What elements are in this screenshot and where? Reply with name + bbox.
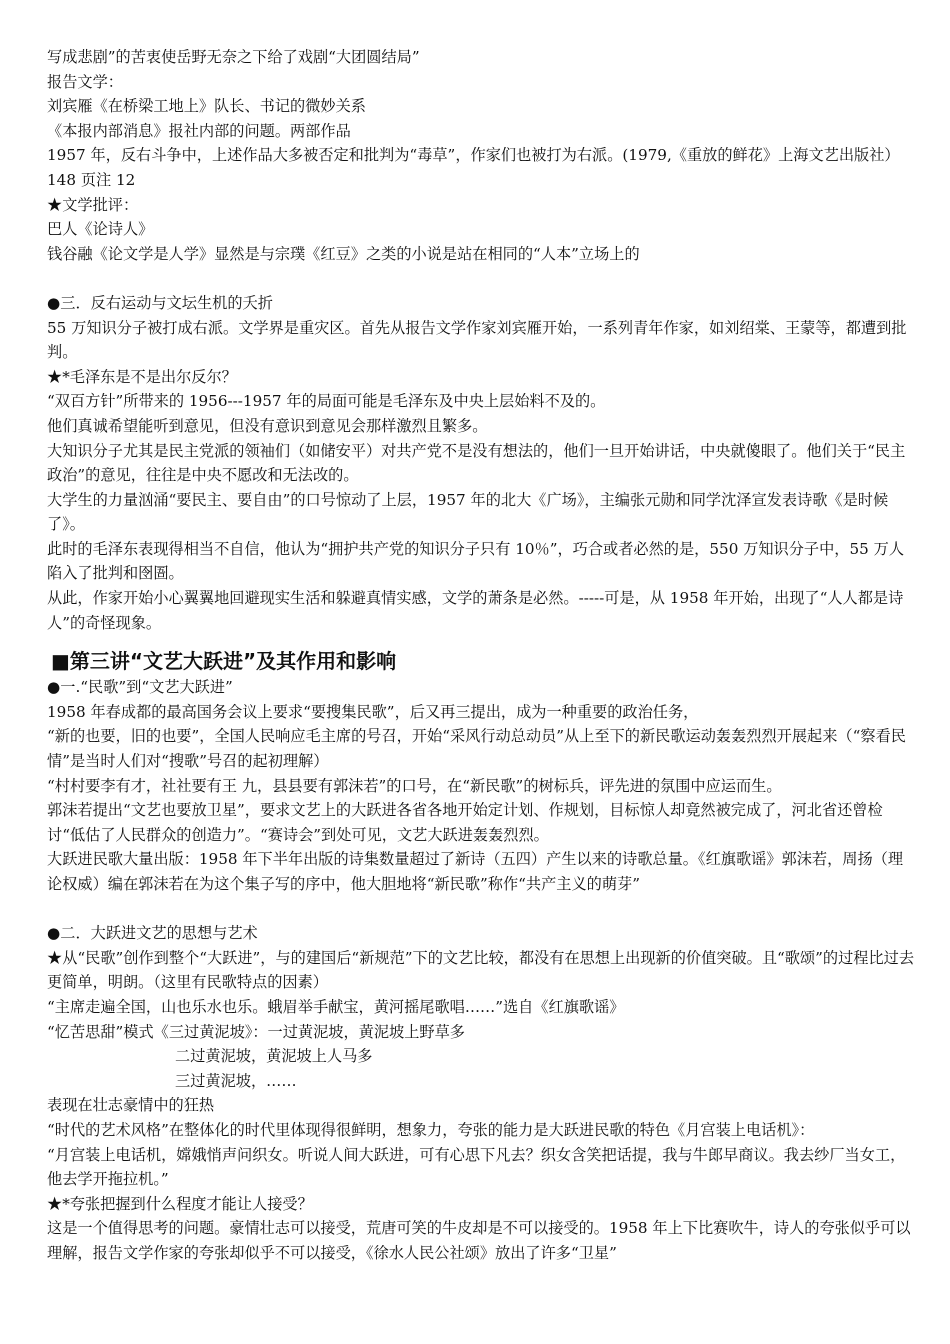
paragraph: 大知识分子尤其是民主党派的领袖们（如储安平）对共产党不是没有想法的，他们一旦开始讲话，中央就傻眼了。他们关于“民主政治”的意见，往往是中央不愿改和无法改的。: [47, 441, 906, 485]
paragraph: ★从“民歌”创作到整个“大跃进”，与的建国后“新规范”下的文艺比较，都没有在思想上出现新的价值突破。且“歌颂”的过程比过去更简单，明朗。（这里有民歌特点的因素）: [47, 948, 915, 992]
paragraph: 《本报内部消息》报社内部的问题。两部作品: [47, 121, 351, 140]
poem-line: 三过黄泥坡，……: [175, 1071, 297, 1090]
paragraph: 从此，作家开始小心翼翼地回避现实生活和躲避真情实感，文学的萧条是必然。-----可是，从 1958 年开始，出现了“人人都是诗人”的奇怪现象。: [47, 589, 904, 632]
paragraph: 巴人《论诗人》: [47, 220, 154, 239]
paragraph: ★*夸张把握到什么程度才能让人接受？: [47, 1194, 313, 1213]
paragraph: 写成悲剧”的苦衷使岳野无奈之下给了戏剧“大团圆结局”: [47, 48, 420, 66]
section-heading: ●二．大跃进文艺的思想与艺术: [47, 924, 258, 943]
paragraph: 报告文学：: [47, 72, 123, 91]
paragraph: 大跃进民歌大量出版：1958 年下半年出版的诗集数量超过了新诗（五四）产生以来的诗歌总量。《红旗歌谣》郭沫若，周扬（理论权威）编在郭沫若在为这个集子写的序中，他大胆地将“新民歌”称作“共产主义的萌芽”: [47, 850, 904, 893]
paragraph: 表现在壮志豪情中的狂热: [47, 1096, 215, 1115]
paragraph: ★*毛泽东是不是出尔反尔？: [47, 367, 237, 386]
paragraph: “忆苦思甜”模式《三过黄泥坡》：一过黄泥坡，黄泥坡上野草多: [47, 1022, 465, 1041]
paragraph: “时代的艺术风格”在整体化的时代里体现得很鲜明，想象力，夸张的能力是大跃进民歌的特色《月宫装上电话机》：: [47, 1120, 815, 1139]
poem-line: 二过黄泥坡，黄泥坡上人马多: [175, 1047, 373, 1066]
paragraph: ★文学批评：: [47, 195, 139, 214]
blank-line: [47, 897, 917, 922]
paragraph: “月宫装上电话机，嫦娥悄声问织女。听说人间大跃进，可有心思下凡去？织女含笑把话提，我与牛郎早商议。我去纱厂当女工，他去学开拖拉机。”: [47, 1145, 906, 1189]
paragraph: 1957 年，反右斗争中，上述作品大多被否定和批判为“毒草”，作家们也被打为右派。(1979,《重放的鲜花》上海文艺出版社）148 页注 12: [47, 146, 900, 189]
paragraph: 大学生的力量汹涌“要民主、要自由”的口号惊动了上层，1957 年的北大《广场》，主编张元勋和同学沈泽宣发表诗歌《是时候了》。: [47, 490, 889, 534]
paragraph: 钱谷融《论文学是人学》显然是与宗璞《红豆》之类的小说是站在相同的“人本”立场上的: [47, 244, 640, 263]
paragraph: “村村要李有才，社社要有王 九，县县要有郭沫若”的口号，在“新民歌”的树标兵，评先进的氛围中应运而生。: [47, 776, 782, 795]
paragraph: “新的也要，旧的也要”，全国人民响应毛主席的号召，开始“采风行动总动员”从上至下的新民歌运动轰轰烈烈开展起来（“察看民情”是当时人们对“搜歌”号召的起初理解）: [47, 727, 906, 771]
paragraph: 刘宾雁《在桥梁工地上》队长、书记的微妙关系: [47, 97, 366, 116]
lecture-title: ■第三讲“文艺大跃进”及其作用和影响: [51, 649, 397, 674]
paragraph: 他们真诚希望能听到意见，但没有意识到意见会那样激烈且繁多。: [47, 416, 488, 435]
paragraph: 此时的毛泽东表现得相当不自信，他认为“拥护共产党的知识分子只有 10％”，巧合或者必然的是，550 万知识分子中，55 万人陷入了批判和囹圄。: [47, 539, 905, 583]
document-page: [47, 45, 917, 1266]
section-heading: ●一.“民歌”到“文艺大跃进”: [47, 678, 233, 697]
paragraph: 55 万知识分子被打成右派。文学界是重灾区。首先从报告文学作家刘宾雁开始，一系列青年作家，如刘绍棠、王蒙等，都遭到批判。: [47, 318, 907, 362]
paragraph: “双百方针”所带来的 1956---1957 年的局面可能是毛泽东及中央上层始料不及的。: [47, 392, 606, 411]
paragraph: 这是一个值得思考的问题。豪情壮志可以接受，荒唐可笑的牛皮却是不可以接受的。1958 年上下比赛吹牛，诗人的夸张似乎可以理解，报告文学作家的夸张却似乎不可以接受，《徐水人民公社颂》放出了许多“卫星”: [47, 1219, 911, 1262]
blank-line: [47, 266, 917, 291]
paragraph: 1958 年春成都的最高国务会议上要求“要搜集民歌”，后又再三提出，成为一种重要的政治任务，: [47, 702, 699, 721]
paragraph: “主席走遍全国，山也乐水也乐。蛾眉举手献宝，黄河摇尾歌唱……”选自《红旗歌谣》: [47, 997, 625, 1016]
paragraph: 郭沫若提出“文艺也要放卫星”，要求文艺上的大跃进各省各地开始定计划、作规划，目标惊人却竟然被完成了，河北省还曾检讨“低估了人民群众的创造力”。“赛诗会”到处可见，文艺大跃进轰轰烈烈。: [47, 801, 883, 844]
section-heading: ●三．反右运动与文坛生机的夭折: [47, 293, 273, 312]
